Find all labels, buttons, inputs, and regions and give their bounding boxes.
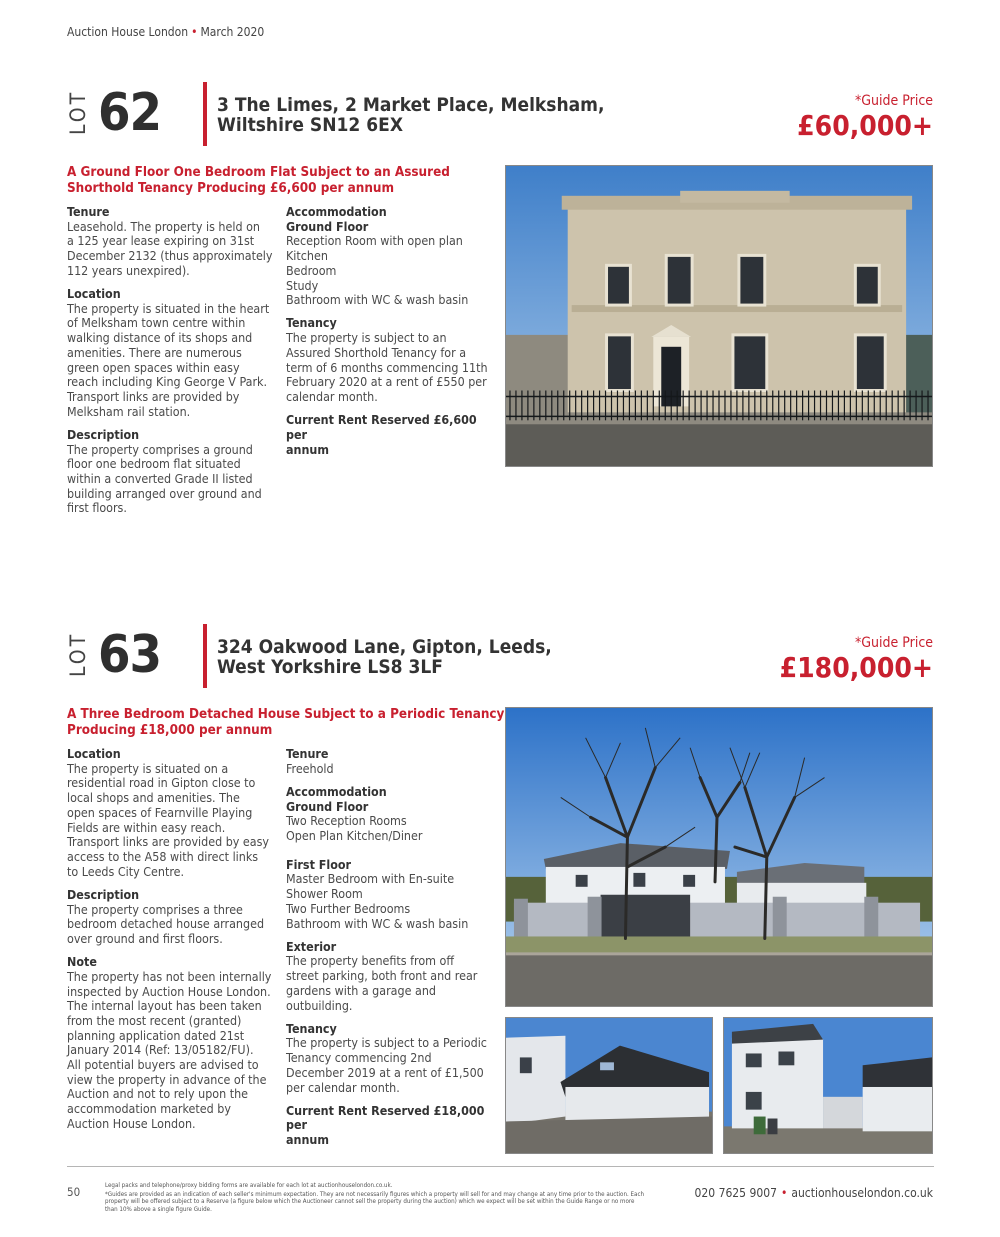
issue-date: March 2020 — [200, 25, 265, 39]
property-photo-front — [505, 707, 933, 1007]
address-line-1: 3 The Limes, 2 Market Place, Melksham, — [217, 94, 605, 116]
exterior-heading: Exterior — [286, 938, 337, 954]
location-block — [67, 287, 282, 419]
description-block — [67, 888, 282, 947]
ground-floor-text: Reception Room with open plan Kitchen Bedroom Study Bathroom with WC & wash basin — [286, 233, 469, 308]
exterior-text: The property benefits from off street parking, both front and rear gardens with a garage and outbuilding. — [286, 953, 478, 1013]
first-floor-text: Master Bedroom with En-suite Shower Room Two Further Bedrooms Bathroom with WC & wash basin — [286, 871, 469, 931]
note-text: The property has not been internally inspected by Auction House London. The internal layout has been taken from the most recent (granted) planning application dated 21st January 2014 (Ref: 13/05182/FU). All potential buyers are advised to view the property in advance of the Auction and not to rely upon the accommodation marketed by Auction House London. — [67, 968, 272, 1131]
accommodation-block — [286, 205, 496, 308]
separator-dot: • — [191, 25, 198, 39]
page-header — [67, 25, 264, 39]
tenancy-text: The property is subject to an Assured Shorthold Tenancy for a term of 6 months commencing 11th February 2020 at a rent of £550 per calendar month. — [286, 330, 488, 404]
description-text: The property comprises a three bedroom detached house arranged over ground and first floors. — [67, 901, 265, 946]
publisher-name: Auction House London — [67, 25, 189, 39]
tenure-block — [67, 205, 282, 279]
exterior-block — [286, 940, 501, 1014]
lot-subheading — [67, 707, 504, 739]
tenancy-text: The property is subject to a Periodic Tenancy commencing 2nd December 2019 at a rent of £1,500 per calendar month. — [286, 1035, 487, 1095]
description-block — [67, 428, 282, 516]
note-heading: Note — [67, 954, 97, 970]
separator-dot: • — [780, 1186, 788, 1200]
property-photo — [505, 165, 933, 467]
tenure-heading: Tenure — [286, 746, 329, 761]
lot-subheading — [67, 165, 450, 197]
accommodation-block — [286, 785, 501, 844]
details-right-column — [286, 205, 496, 457]
address-line-2: West Yorkshire LS8 3LF — [217, 656, 443, 678]
footer-contact — [695, 1186, 933, 1200]
details-left-column — [67, 747, 282, 1140]
lot-divider — [203, 624, 207, 688]
phone-number: 020 7625 9007 — [694, 1186, 777, 1200]
footer-rule — [67, 1166, 934, 1167]
lot-number: 62 — [98, 83, 162, 143]
tenure-text: Leasehold. The property is held on a 125 year lease expiring on 31st December 2132 (thus approximately 112 years unexpired). — [67, 218, 273, 278]
location-heading: Location — [67, 746, 121, 761]
accommodation-heading: Accommodation — [286, 204, 387, 219]
subheading-line-1: A Ground Floor One Bedroom Flat Subject to an Assured — [67, 165, 450, 180]
tenancy-block — [286, 316, 496, 404]
tenure-heading: Tenure — [67, 204, 110, 219]
address-line-2: Wiltshire SN12 6EX — [217, 114, 404, 136]
page-number: 50 — [67, 1185, 81, 1199]
guide-price-label: *Guide Price — [855, 635, 933, 651]
website-link[interactable]: auctionhouselondon.co.uk — [791, 1186, 933, 1200]
guide-price: £60,000+ — [797, 109, 933, 142]
current-rent: Current Rent Reserved £6,600 per annum — [286, 412, 477, 457]
location-text: The property is situated in the heart of Melksham town centre within walking distance of its shops and amenities. There are numerous green open spaces within easy reach including King George V Park. Transport links are provided by Melksham rail station. — [67, 300, 270, 419]
property-photo-rear-left — [505, 1017, 713, 1154]
description-heading: Description — [67, 886, 140, 902]
subheading-line-2: Shorthold Tenancy Producing £6,600 per annum — [67, 181, 395, 196]
property-photo-rear-right — [723, 1017, 933, 1154]
lot-label: LOT — [66, 89, 90, 135]
legal-line-2: *Guides are provided as an indication of each seller's minimum expectation. They are not necessarily figures which a property will sell for and may change at any time prior to the auction. Each property will be offered subject to a Reserve (a figure below which the Auctioneer cannot sell the property during the auction) which we expect will be set within the Guide Range or no more than 10% above a single figure Guide. — [105, 1191, 645, 1213]
lot-label: LOT — [66, 631, 90, 677]
current-rent: Current Rent Reserved £18,000 per annum — [286, 1102, 485, 1148]
first-floor-heading: First Floor — [286, 856, 352, 872]
lot-number: 63 — [98, 625, 162, 685]
legal-notice — [105, 1182, 645, 1213]
subheading-line-2: Producing £18,000 per annum — [67, 723, 273, 738]
location-text: The property is situated on a residential road in Gipton close to local shops and amenities. The open spaces of Fearnville Playing Fields are within easy reach. Transport links are provided by easy access to the A58 with direct links to Leeds City Centre. — [67, 760, 270, 879]
lot-address — [217, 637, 552, 677]
tenure-block — [286, 747, 501, 776]
lot-address — [217, 95, 604, 135]
description-text: The property comprises a ground floor one bedroom flat situated within a converted Grade II listed building arranged over ground and first floors. — [67, 441, 262, 516]
note-block — [67, 955, 282, 1131]
legal-line-1: Legal packs and telephone/proxy bidding forms are available for each lot at auctionhouselondon.co.uk. — [105, 1182, 393, 1189]
details-left-column — [67, 205, 282, 525]
details-right-column — [286, 747, 501, 1148]
tenancy-heading: Tenancy — [286, 315, 337, 331]
location-heading: Location — [67, 286, 121, 302]
ground-floor-heading: Ground Floor — [286, 798, 369, 814]
description-heading: Description — [67, 426, 140, 442]
guide-price-label: *Guide Price — [855, 93, 933, 109]
location-block — [67, 747, 282, 879]
lot-divider — [203, 82, 207, 146]
ground-floor-heading: Ground Floor — [286, 218, 369, 234]
subheading-line-1: A Three Bedroom Detached House Subject to a Periodic Tenancy — [67, 707, 505, 722]
first-floor-block — [286, 858, 501, 932]
address-line-1: 324 Oakwood Lane, Gipton, Leeds, — [217, 636, 552, 658]
accommodation-heading: Accommodation — [286, 783, 387, 799]
ground-floor-text: Two Reception Rooms Open Plan Kitchen/Diner — [286, 813, 423, 844]
tenure-text: Freehold — [286, 760, 334, 776]
tenancy-heading: Tenancy — [286, 1020, 337, 1036]
tenancy-block — [286, 1022, 501, 1096]
guide-price: £180,000+ — [779, 651, 933, 684]
